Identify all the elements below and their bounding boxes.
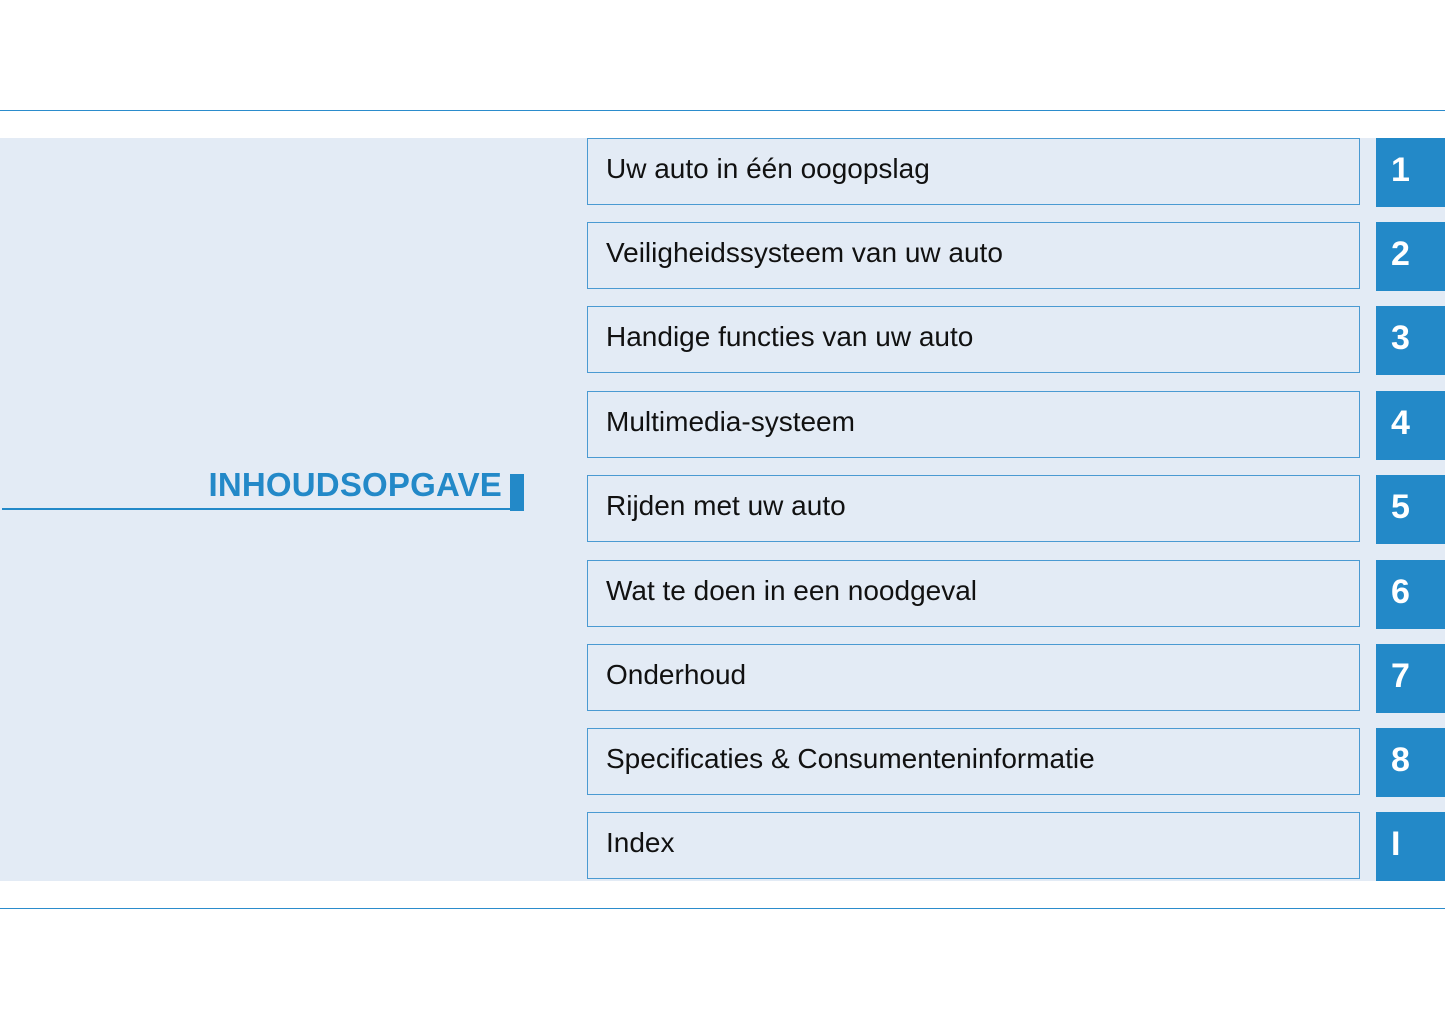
- chapter-tab-number: 1: [1391, 151, 1410, 189]
- title-underline: [2, 508, 514, 510]
- top-rule: [0, 110, 1445, 111]
- chapter-tab-number: 2: [1391, 235, 1410, 273]
- chapter-link-5[interactable]: [587, 475, 1360, 542]
- chapter-label: Handige functies van uw auto: [606, 321, 974, 352]
- page-title: INHOUDSOPGAVE: [208, 466, 502, 503]
- chapter-tab-8[interactable]: [1376, 728, 1445, 797]
- chapter-tab-3[interactable]: [1376, 306, 1445, 375]
- chapter-link-index[interactable]: [587, 812, 1360, 879]
- chapter-link-3[interactable]: [587, 306, 1360, 373]
- chapter-link-6[interactable]: [587, 560, 1360, 627]
- chapter-tab-number: 3: [1391, 319, 1410, 357]
- chapter-tab-7[interactable]: [1376, 644, 1445, 713]
- chapter-tab-number: 6: [1391, 573, 1410, 611]
- chapter-label: Wat te doen in een noodgeval: [606, 575, 978, 606]
- chapter-link-8[interactable]: [587, 728, 1360, 795]
- chapter-link-4[interactable]: [587, 391, 1360, 458]
- chapter-tab-number: 4: [1391, 404, 1410, 442]
- chapter-tab-number: I: [1391, 825, 1401, 863]
- chapter-tab-1[interactable]: [1376, 138, 1445, 207]
- chapter-label: Onderhoud: [606, 659, 747, 690]
- chapter-tab-6[interactable]: [1376, 560, 1445, 629]
- chapter-tab-5[interactable]: [1376, 475, 1445, 544]
- chapter-label: Uw auto in één oogopslag: [606, 153, 930, 184]
- chapter-link-2[interactable]: [587, 222, 1360, 289]
- chapter-link-7[interactable]: [587, 644, 1360, 711]
- chapter-tab-number: 5: [1391, 488, 1410, 526]
- chapter-tab-index[interactable]: [1376, 812, 1445, 881]
- chapter-link-1[interactable]: [587, 138, 1360, 205]
- chapter-label: Rijden met uw auto: [606, 490, 846, 521]
- chapter-tab-number: 7: [1391, 657, 1410, 695]
- chapter-tab-number: 8: [1391, 741, 1410, 779]
- title-marker: [510, 474, 524, 511]
- chapter-label: Multimedia-systeem: [606, 406, 855, 437]
- chapter-label: Specificaties & Consumenteninformatie: [606, 743, 1095, 774]
- chapter-label: Index: [606, 827, 675, 858]
- bottom-rule: [0, 908, 1445, 909]
- chapter-tab-2[interactable]: [1376, 222, 1445, 291]
- chapter-label: Veiligheidssysteem van uw auto: [606, 237, 1003, 268]
- chapter-tab-4[interactable]: [1376, 391, 1445, 460]
